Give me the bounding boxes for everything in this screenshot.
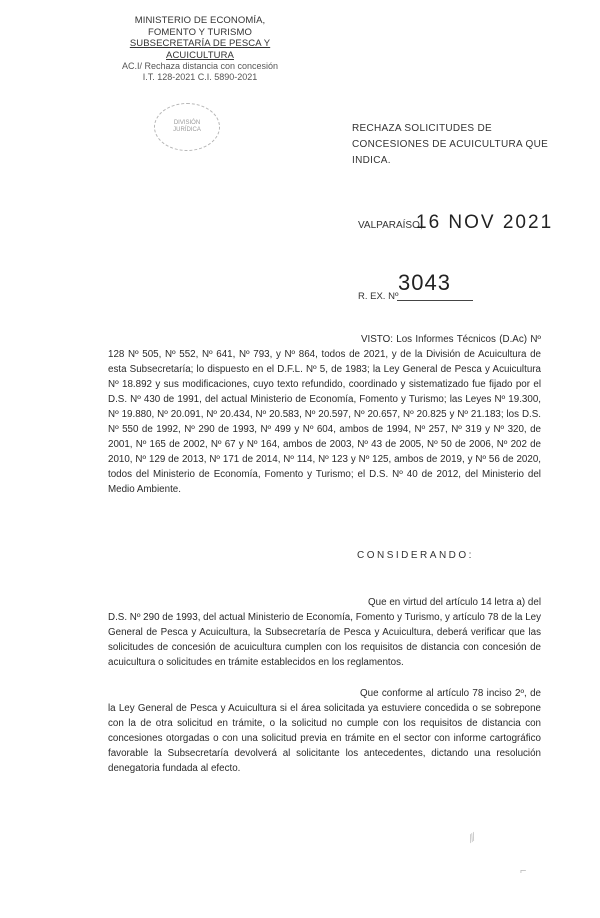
stamp-line-2: JURÍDICA xyxy=(173,127,201,133)
corner-mark: ⌐ xyxy=(520,865,527,877)
reference-line-1: AC.I/ Rechaza distancia con concesión xyxy=(121,61,279,71)
letterhead-ministry-cont: FOMENTO Y TURISMO xyxy=(148,26,252,38)
considerando-paragraph-1: Que en virtud del artículo 14 letra a) del D.S. Nº 290 de 1993, del actual Ministerio de Economía, Fomento y Turismo, y artículo 78 de la Ley General de Pesca y Acuicultura, la Subsecretaría de Pesca y Acuicultura, deberá verificar que las solicitudes de concesión de acuicultura cumplen con los requisitos de distancia con concesión de acuicultura o solicitudes en trámite establecidos en los reglamentos. xyxy=(108,597,541,668)
letterhead-ministry: MINISTERIO DE ECONOMÍA, xyxy=(134,15,266,26)
initials-mark: ⁄⁄⁄ xyxy=(467,831,479,845)
letterhead xyxy=(100,15,300,82)
place-label: VALPARAÍSO, xyxy=(358,220,423,231)
considerando-heading: CONSIDERANDO: xyxy=(357,550,474,561)
considerando-paragraph-2: Que conforme al artículo 78 inciso 2º, de la Ley General de Pesca y Acuicultura si el área solicitada ya estuviere concedida o se sobrepone con la de otra solicitud en trámite, o la solicitud no cumple con los requisitos de distancia con concesiones otorgadas o con una solicitud previa en trámite en el sector con informe cartográfico favorable la Subsecretaría devolverá al solicitante los antecedentes, dictando una resolución denegatoria fundada al efecto. xyxy=(108,688,541,774)
resolution-label: R. EX. Nº xyxy=(358,291,399,302)
division-stamp xyxy=(154,103,220,151)
stamp-line-1: DIVISIÓN xyxy=(173,120,201,126)
document-subject: RECHAZA SOLICITUDES DE CONCESIONES DE ACUICULTURA QUE INDICA. xyxy=(352,123,549,166)
letterhead-subsecretaria: SUBSECRETARÍA DE PESCA Y ACUICULTURA xyxy=(129,38,271,61)
date-stamp: 16 NOV 2021 xyxy=(416,212,554,233)
resolution-number: 3043 xyxy=(398,270,451,295)
reference-line-2: I.T. 128-2021 C.I. 5890-2021 xyxy=(142,71,258,82)
resolution-number-line xyxy=(397,300,473,301)
visto-paragraph: VISTO: Los Informes Técnicos (D.Ac) Nº 128 Nº 505, Nº 552, Nº 641, Nº 793, y Nº 864, todos de 2021, y de la División de Acuicultura de esta Subsecretaría; lo dispuesto en el D.F.L. Nº 5, de 1983; la Ley General de Pesca y Acuicultura Nº 18.892 y sus modificaciones, cuyo texto refundido, coordinado y sistematizado fue fijado por el D.S. Nº 430 de 1991, del actual Ministerio de Economía, Fomento y Turismo; las Leyes Nº 19.300, Nº 19.880, Nº 20.091, Nº 20.434, Nº 20.583, Nº 20.597, Nº 20.657, Nº 20.825 y Nº 21.183; los D.S. Nº 550 de 1992, Nº 290 de 1993, Nº 499 y Nº 604, ambos de 1994, Nº 257, Nº 319 y Nº 320, de 2001, Nº 165 de 2002, Nº 67 y Nº 164, ambos de 2003, Nº 43 de 2005, Nº 50 de 2006, Nº 202 de 2010, Nº 129 de 2013, Nº 171 de 2014, Nº 114, Nº 123 y Nº 125, ambos de 2019, y Nº 56 de 2020, todos del Ministerio de Economía, Fomento y Turismo; el D.S. Nº 40 de 2012, del Ministerio del Medio Ambiente. xyxy=(108,334,541,495)
